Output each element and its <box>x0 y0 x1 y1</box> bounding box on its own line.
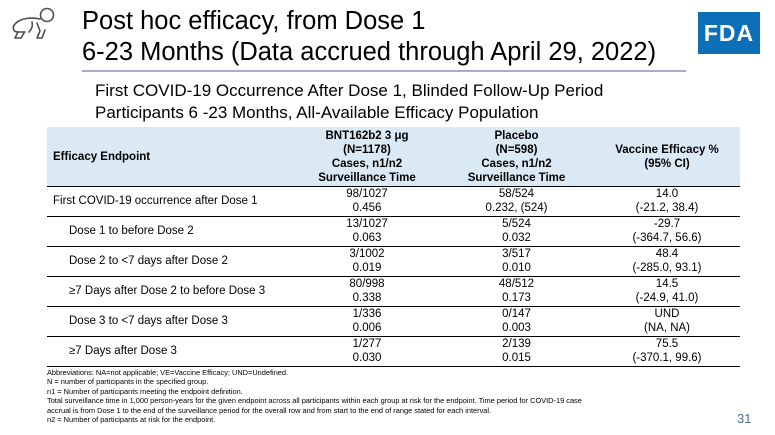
footnote-line: Total surveillance time in 1,000 person-years for the given endpoint across all participants within each group at risk for the endpoint. Time period for COVID-19 case <box>47 396 582 406</box>
ve-cell <box>594 337 740 367</box>
placebo-cases: 5/524 <box>502 218 531 230</box>
endpoint-cell: ≥7 Days after Dose 3 <box>69 344 177 357</box>
placebo-time: 0.003 <box>502 321 531 334</box>
placebo-cell <box>439 217 594 247</box>
placebo-cell <box>439 247 594 277</box>
header-placebo-line: Placebo <box>494 129 539 142</box>
ve-value: 48.4 <box>655 248 679 260</box>
title-line-1: Post hoc efficacy, from Dose 1 <box>82 7 426 35</box>
fda-logo: FDA <box>698 12 760 54</box>
ve-ci: (-364.7, 56.6) <box>632 231 702 244</box>
vaccine-cases: 13/1027 <box>346 218 388 230</box>
ve-value: -29.7 <box>653 218 681 230</box>
table-row <box>47 217 740 247</box>
vaccine-cases: 1/277 <box>352 338 382 350</box>
vaccine-cell <box>295 247 439 277</box>
table-row <box>47 187 740 217</box>
footnote-line: accrual is from Dose 1 to the end of the surveillance period for the overall row and from start to the end of range stated for each interval. <box>47 405 492 415</box>
placebo-cases: 2/139 <box>502 338 531 350</box>
placebo-time: 0.032 <box>502 231 531 244</box>
vaccine-time: 0.006 <box>352 321 382 334</box>
ve-ci: (NA, NA) <box>644 321 690 334</box>
vaccine-time: 0.338 <box>352 291 382 304</box>
placebo-cell <box>439 337 594 367</box>
vaccine-cases: 80/998 <box>349 278 385 290</box>
endpoint-cell: First COVID-19 occurrence after Dose 1 <box>53 194 258 207</box>
vaccine-cases: 98/1027 <box>346 188 388 200</box>
endpoint-cell: ≥7 Days after Dose 2 to before Dose 3 <box>69 284 266 297</box>
footnote-line: N = number of participants in the specified group. <box>47 377 209 387</box>
vaccine-cell <box>295 187 439 217</box>
vaccine-cases: 1/336 <box>352 308 382 320</box>
ve-value: UND <box>654 308 680 320</box>
endpoint-cell: Dose 3 to <7 days after Dose 3 <box>69 314 228 327</box>
title-underline <box>82 70 686 72</box>
placebo-cases: 3/517 <box>502 248 531 260</box>
header-vaccine-line: BNT162b2 3 μg <box>325 129 409 142</box>
subtitle-line-2: Participants 6 -23 Months, All-Available Efficacy Population <box>95 103 539 122</box>
vaccine-time: 0.019 <box>352 261 382 274</box>
table-header-row <box>47 127 740 187</box>
placebo-time: 0.232, (524) <box>485 201 548 214</box>
slide-title <box>82 6 656 68</box>
crawling-baby-icon <box>6 6 58 42</box>
header-placebo-line: Cases, n1/n2 <box>481 157 552 170</box>
table-row <box>47 307 740 337</box>
vaccine-time: 0.030 <box>352 351 382 364</box>
footnote-line: n2 = Number of participants at risk for the endpoint. <box>47 415 216 425</box>
vaccine-cell <box>295 277 439 307</box>
placebo-cell <box>439 187 594 217</box>
title-line-2: 6-23 Months (Data accrued through April 29, 2022) <box>82 38 657 66</box>
ve-ci: (-21.2, 38.4) <box>635 201 699 214</box>
ve-ci: (-285.0, 93.1) <box>632 261 702 274</box>
placebo-time: 0.173 <box>502 291 531 304</box>
endpoint-cell: Dose 2 to <7 days after Dose 2 <box>69 254 228 267</box>
vaccine-time: 0.456 <box>352 201 382 214</box>
ve-cell <box>594 307 740 337</box>
ve-ci: (-370.1, 99.6) <box>632 351 702 364</box>
placebo-time: 0.010 <box>502 261 531 274</box>
header-vaccine-efficacy <box>594 127 740 187</box>
placebo-cases: 0/147 <box>502 308 531 320</box>
header-ve-line: (95% CI) <box>644 157 690 170</box>
footnotes <box>47 368 737 424</box>
table-subtitle <box>95 80 603 124</box>
header-efficacy-endpoint: Efficacy Endpoint <box>47 127 295 187</box>
ve-ci: (-24.9, 41.0) <box>635 291 699 304</box>
vaccine-cell <box>295 307 439 337</box>
footnote-line: n1 = Number of participants meeting the endpoint definition. <box>47 386 243 396</box>
table-row <box>47 247 740 277</box>
header-vaccine-line: (N=1178) <box>343 143 391 156</box>
header-ve-line: Vaccine Efficacy % <box>615 143 719 156</box>
ve-value: 75.5 <box>655 338 679 350</box>
header-placebo <box>439 127 594 187</box>
footnote-line: Abbreviations: NA=not applicable; VE=Vaccine Efficacy; UND=Undefined. <box>47 368 289 377</box>
ve-cell <box>594 247 740 277</box>
ve-value: 14.5 <box>655 278 679 290</box>
placebo-time: 0.015 <box>502 351 531 364</box>
efficacy-table <box>47 127 740 367</box>
page-number: 31 <box>737 411 752 426</box>
endpoint-cell: Dose 1 to before Dose 2 <box>69 224 194 237</box>
placebo-cell <box>439 277 594 307</box>
vaccine-time: 0.063 <box>352 231 382 244</box>
placebo-cases: 48/512 <box>498 278 535 290</box>
table-row <box>47 337 740 367</box>
header-placebo-line: (N=598) <box>495 143 538 156</box>
vaccine-cases: 3/1002 <box>349 248 385 260</box>
table-row <box>47 277 740 307</box>
header-vaccine <box>295 127 439 187</box>
ve-cell <box>594 187 740 217</box>
placebo-cases: 58/524 <box>498 188 535 200</box>
subtitle-line-1: First COVID-19 Occurrence After Dose 1, Blinded Follow-Up Period <box>95 81 604 100</box>
header-vaccine-line: Cases, n1/n2 <box>331 157 403 170</box>
ve-cell <box>594 277 740 307</box>
header-vaccine-line: Surveillance Time <box>318 171 416 184</box>
ve-value: 14.0 <box>655 188 679 200</box>
vaccine-cell <box>295 337 439 367</box>
ve-cell <box>594 217 740 247</box>
placebo-cell <box>439 307 594 337</box>
header-placebo-line: Surveillance Time <box>467 171 566 184</box>
vaccine-cell <box>295 217 439 247</box>
